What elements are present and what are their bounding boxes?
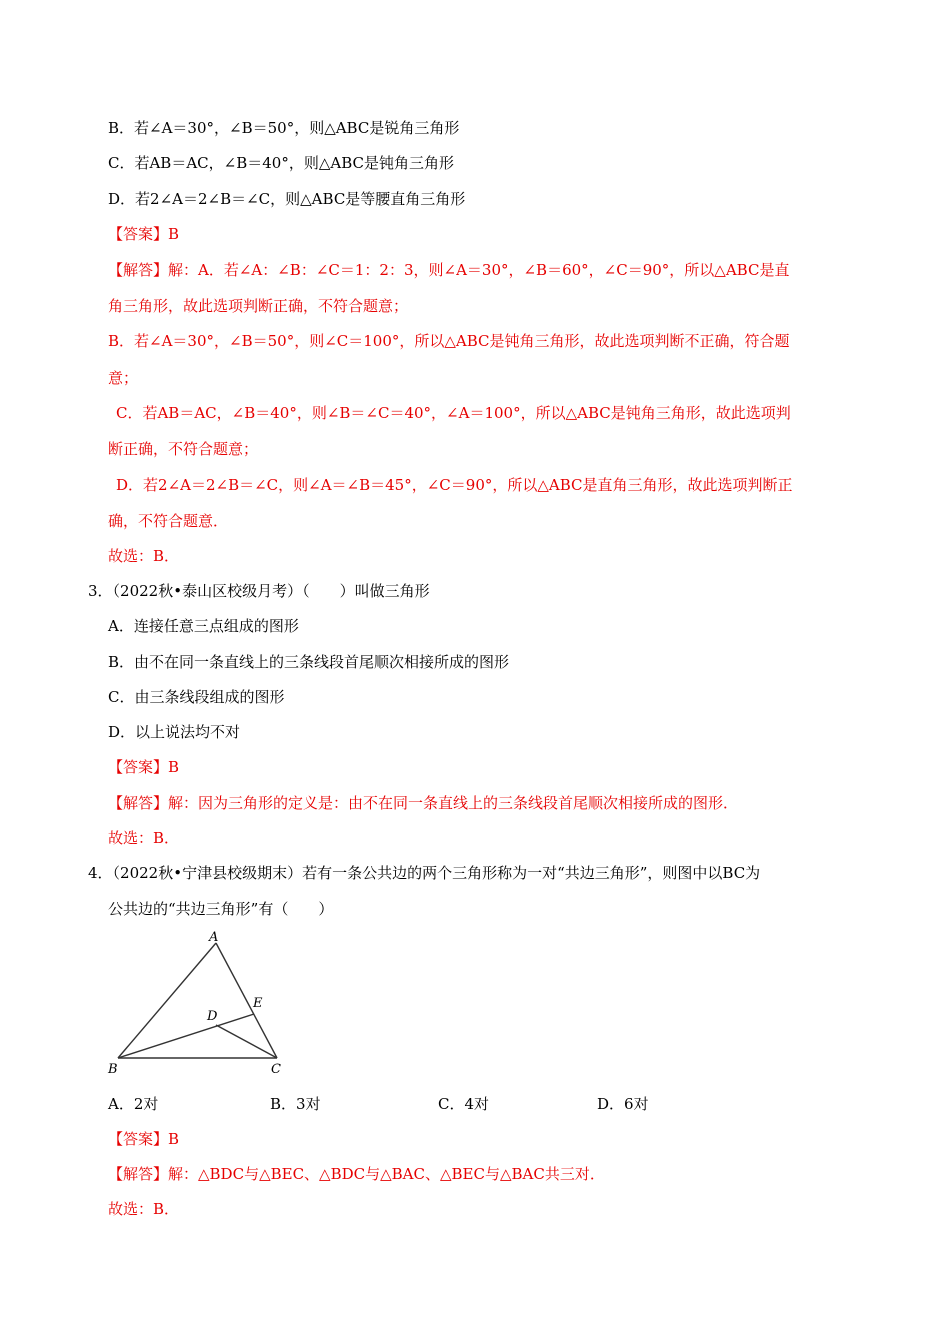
q4-option-d: D．6对 — [597, 1095, 649, 1113]
q3-option-d: D．以上说法均不对 — [108, 723, 241, 741]
label-a: A — [209, 930, 219, 945]
q3-answer: 【答案】B — [108, 758, 180, 776]
q4-option-c: C．4对 — [438, 1095, 490, 1113]
q3-explanation: 【解答】解：因为三角形的定义是：由不在同一条直线上的三条线段首尾顺次相接所成的图形． — [108, 794, 739, 812]
label-c: C — [271, 1062, 281, 1077]
q3-stem: 3．（2022秋•泰山区校级月考）（ ）叫做三角形 — [88, 582, 430, 600]
label-d: D — [207, 1009, 218, 1024]
q2-explanation-line: 【解答】解：A．若∠A：∠B：∠C＝1：2：3，则∠A＝30°，∠B＝60°，∠C＝90°，所以△ABC是直 — [108, 261, 790, 279]
q2-option-d: D．若2∠A＝2∠B＝∠C，则△ABC是等腰直角三角形 — [108, 190, 466, 208]
q2-conclusion: 故选：B． — [108, 547, 180, 565]
q2-explanation-line: B．若∠A＝30°，∠B＝50°，则∠C＝100°，所以△ABC是钝角三角形，故此选项判断不正确，符合题 — [108, 332, 790, 350]
q2-explanation-line: D．若2∠A＝2∠B＝∠C，则∠A＝∠B＝45°，∠C＝90°，所以△ABC是直角三角形，故此选项判断正 — [116, 476, 793, 494]
segment-be — [118, 1014, 254, 1058]
q3-option-b: B．由不在同一条直线上的三条线段首尾顺次相接所成的图形 — [108, 653, 510, 671]
q3-conclusion: 故选：B． — [108, 829, 180, 847]
q2-explanation-line: C．若AB＝AC，∠B＝40°，则∠B＝∠C＝40°，∠A＝100°，所以△ABC是钝角三角形，故此选项判 — [116, 404, 791, 422]
q4-stem-line1: 4．（2022秋•宁津县校级期末）若有一条公共边的两个三角形称为一对“共边三角形”，则图中以BC为 — [88, 864, 761, 882]
q3-option-c: C．由三条线段组成的图形 — [108, 688, 285, 706]
q2-explanation-line: 角三角形，故此选项判断正确，不符合题意； — [108, 297, 409, 315]
q2-explanation-line: 断正确，不符合题意； — [108, 440, 259, 458]
label-b: B — [108, 1062, 118, 1077]
q2-explanation-line: 确，不符合题意． — [108, 512, 229, 530]
q4-stem-line2: 公共边的“共边三角形”有（ ） — [108, 900, 334, 918]
triangle-figure — [100, 925, 300, 1080]
q4-answer: 【答案】B — [108, 1130, 180, 1148]
label-e: E — [253, 996, 263, 1011]
segment-ab — [118, 943, 216, 1058]
q2-explanation-line: 意； — [108, 369, 139, 387]
q2-option-b: B．若∠A＝30°，∠B＝50°，则△ABC是锐角三角形 — [108, 119, 460, 137]
q3-option-a: A．连接任意三点组成的图形 — [108, 617, 299, 635]
q4-explanation: 【解答】解：△BDC与△BEC、△BDC与△BAC、△BEC与△BAC共三对． — [108, 1165, 605, 1183]
q2-answer: 【答案】B — [108, 225, 180, 243]
q4-option-b: B．3对 — [270, 1095, 321, 1113]
q4-option-a: A．2对 — [108, 1095, 159, 1113]
q4-conclusion: 故选：B． — [108, 1200, 180, 1218]
q2-option-c: C．若AB＝AC，∠B＝40°，则△ABC是钝角三角形 — [108, 154, 454, 172]
